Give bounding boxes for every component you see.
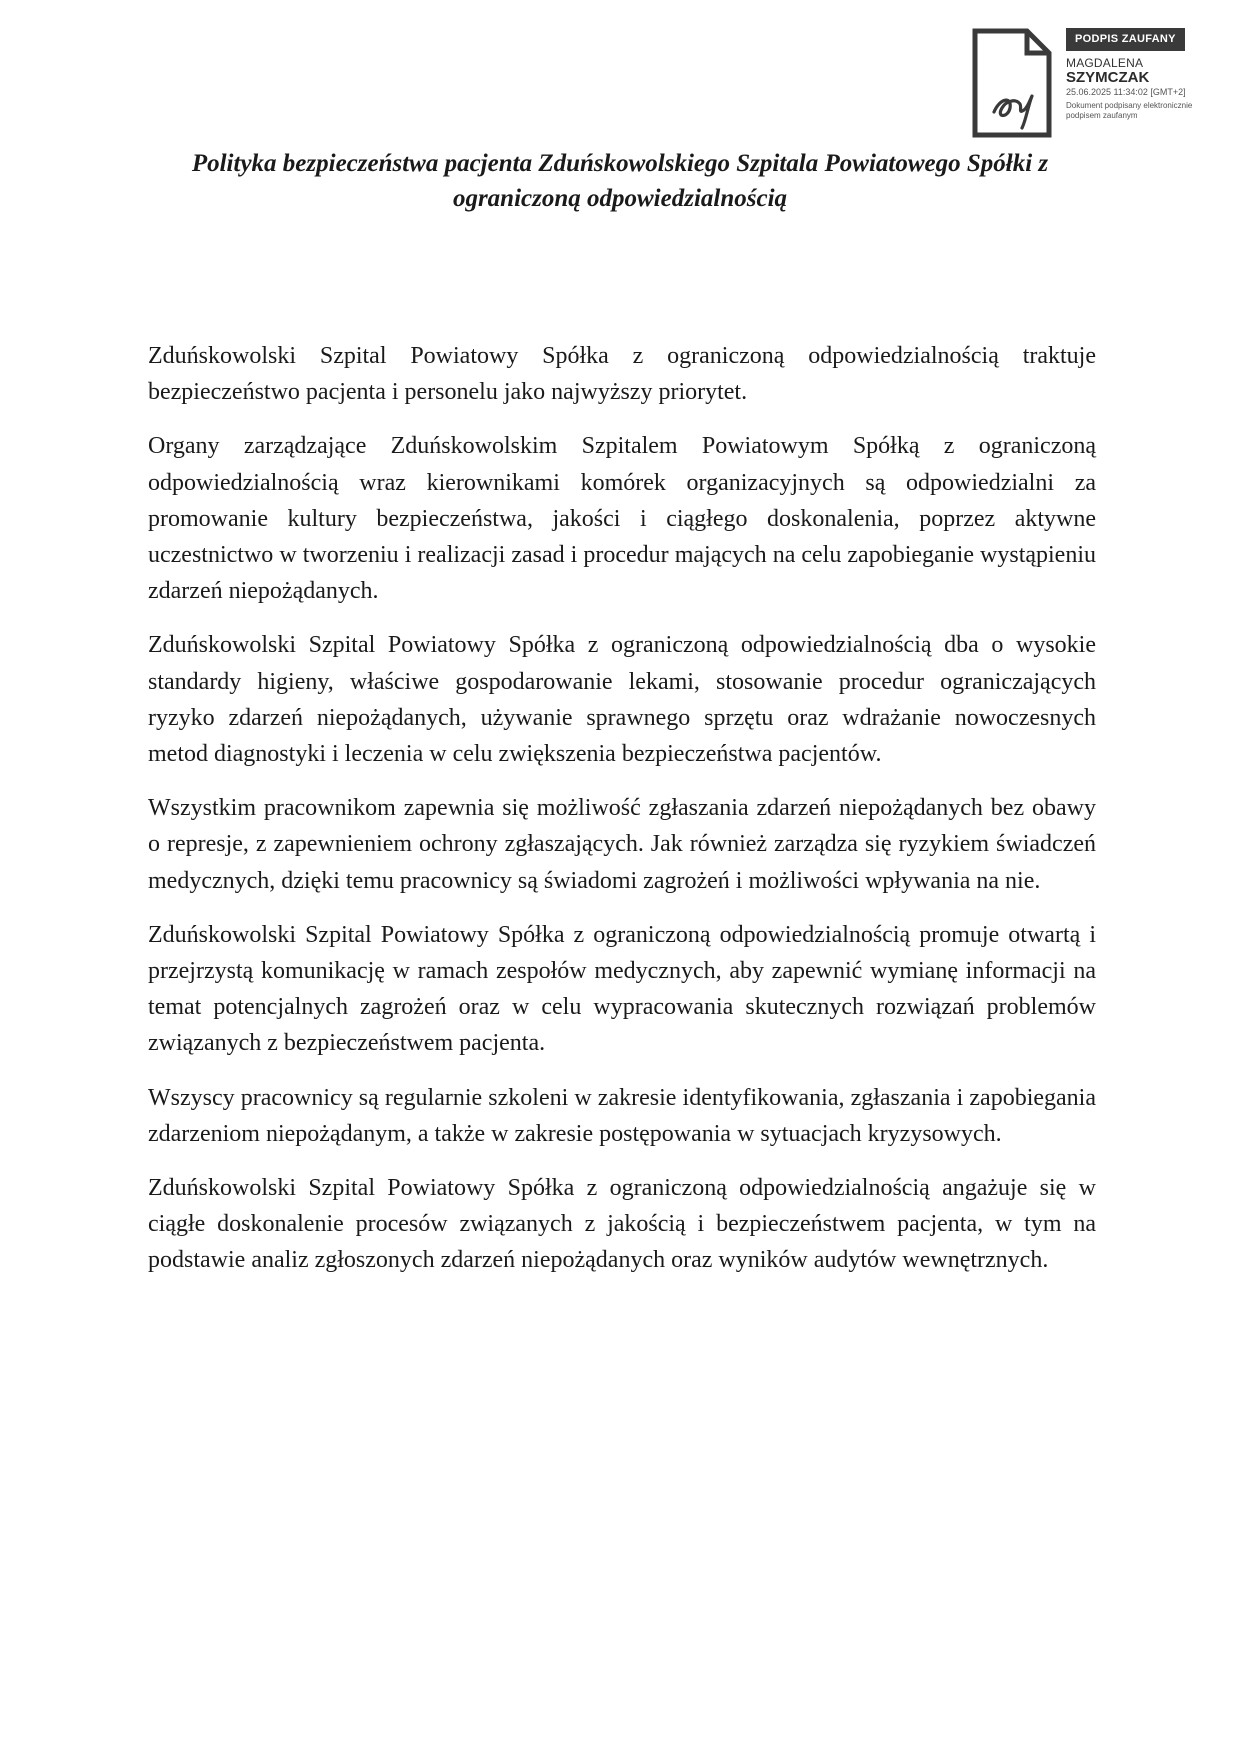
paragraph-4: Wszystkim pracownikom zapewnia się możliwość zgłaszania zdarzeń niepożądanych bez obawy o represje, z zapewnieniem ochrony zgłaszających. Jak również zarządza się ryzykiem świadczeń medycznych, dzięki temu pracownicy są świadomi zagrożeń i możliwości wpływania na nie. [148,795,1096,894]
signature-badge: PODPIS ZAUFANY [1066,28,1185,51]
paragraph-7: Zduńskowolski Szpital Powiatowy Spółka z ograniczoną odpowiedzialnością angażuje się w ciągłe doskonalenie procesów związanych z jakością i bezpieczeństwem pacjenta, w tym na podstawie analiz zgłoszonych zdarzeń niepożądanych oraz wyników audytów wewnętrznych. [148,1175,1096,1274]
signature-note-line1: Dokument podpisany elektronicznie [1066,101,1193,110]
paragraph-6: Wszyscy pracownicy są regularnie szkoleni w zakresie identyfikowania, zgłaszania i zapobiegania zdarzeniom niepożądanym, a także w zakresie postępowania w sytuacjach kryzysowych. [148,1084,1096,1147]
signer-last-name: SZYMCZAK [1066,69,1150,86]
signature-note-line2: podpisem zaufanym [1066,111,1138,120]
paragraph-5: Zduńskowolski Szpital Powiatowy Spółka z ograniczoną odpowiedzialnością promuje otwartą i przejrzystą komunikację w ramach zespołów medycznych, aby zapewnić wymianę informacji na temat potencjalnych zagrożeń oraz w celu wypracowania skutecznych rozwiązań problemów związanych z bezpieczeństwem pacjenta. [148,921,1096,1057]
signature-info [1066,28,1232,121]
trusted-signature-stamp [972,28,1232,140]
paragraph-3: Zduńskowolski Szpital Powiatowy Spółka z ograniczoną odpowiedzialnością dba o wysokie standardy higieny, właściwe gospodarowanie lekami, stosowanie procedur ograniczających ryzyko zdarzeń niepożądanych, używanie sprawnego sprzętu oraz wdrażanie nowoczesnych metod diagnostyki i leczenia w celu zwiększenia bezpieczeństwa pacjentów. [148,632,1096,768]
signature-note [1066,101,1232,121]
signature-datetime: 25.06.2025 11:34:02 [GMT+2] [1066,87,1186,97]
document-title: Polityka bezpieczeństwa pacjenta Zduńskowolskiego Szpitala Powiatowego Spółki z ograniczoną odpowiedzialnością [191,150,1049,212]
paragraph-2: Organy zarządzające Zduńskowolskim Szpitalem Powiatowym Spółką z ograniczoną odpowiedzialnością wraz kierownikami komórek organizacyjnych są odpowiedzialni za promowanie kultury bezpieczeństwa, jakości i ciągłego doskonalenia, poprzez aktywne uczestnictwo w tworzeniu i realizacji zasad i procedur mających na celu zapobieganie wystąpieniu zdarzeń niepożądanych. [148,433,1096,605]
document-body [148,338,1096,1297]
signed-document-icon [972,28,1052,138]
paragraph-1: Zduńskowolski Szpital Powiatowy Spółka z ograniczoną odpowiedzialnością traktuje bezpieczeństwo pacjenta i personelu jako najwyższy priorytet. [148,343,1096,406]
signer-first-name: MAGDALENA [1066,56,1144,70]
